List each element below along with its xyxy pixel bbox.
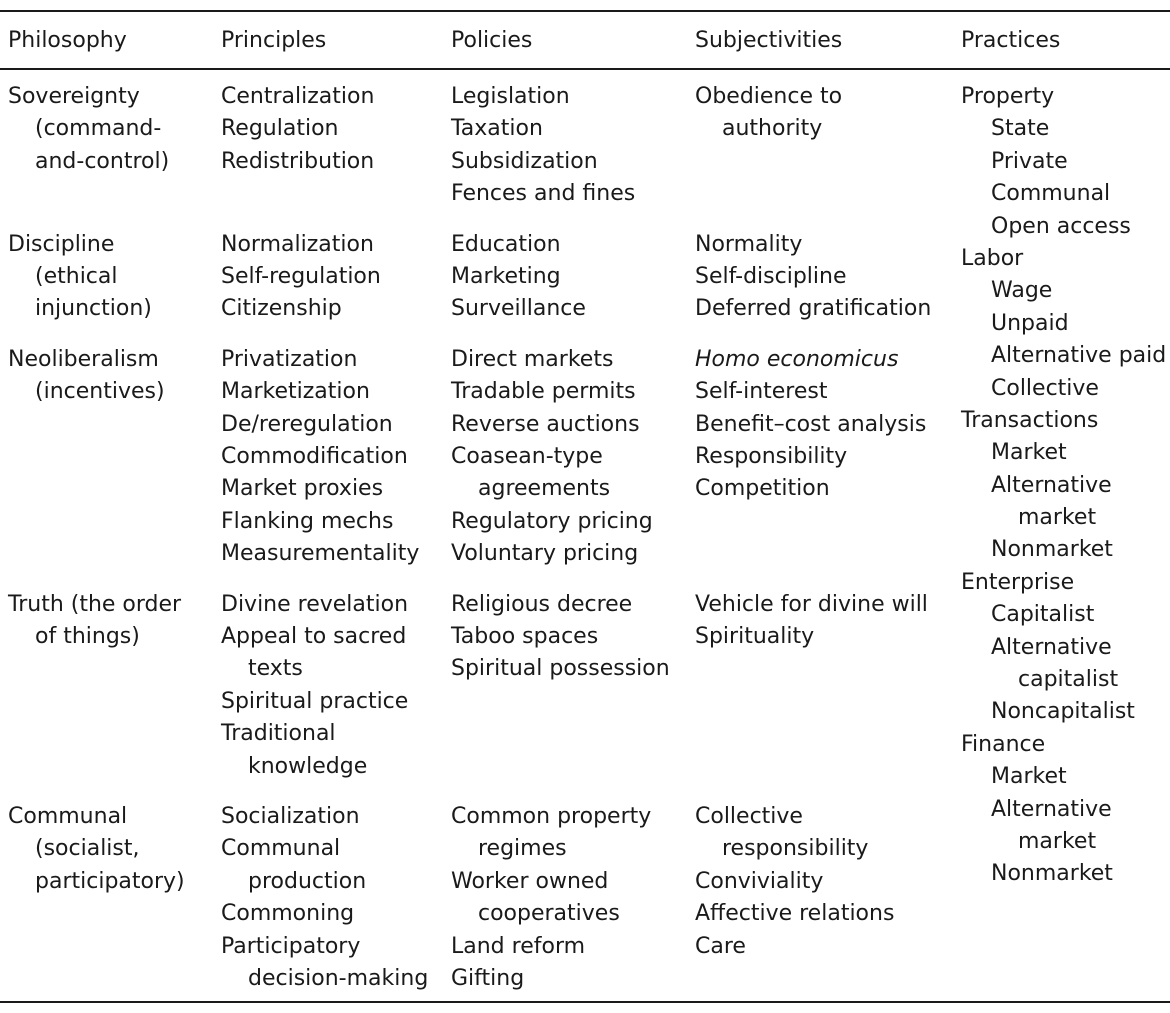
principles-item: Socialization bbox=[221, 803, 360, 829]
practice-section bbox=[961, 567, 1166, 729]
policies-item: Regulatory pricing bbox=[451, 508, 653, 534]
practice-section bbox=[961, 405, 1166, 567]
policies-cell bbox=[451, 229, 670, 326]
practice-title: Labor bbox=[961, 245, 1024, 271]
policies-item: Spiritual possession bbox=[451, 656, 670, 682]
practice-item: Collective bbox=[991, 375, 1099, 401]
principles-item: Commodification bbox=[221, 443, 408, 469]
policies-item: Direct markets bbox=[451, 346, 614, 372]
principles-cell bbox=[221, 81, 428, 211]
practice-title: Property bbox=[961, 84, 1055, 109]
principles-item: De/reregulation bbox=[221, 411, 393, 437]
philosophy-column bbox=[8, 81, 185, 995]
subjectivities-cell bbox=[695, 344, 931, 571]
policies-item: Fences and fines bbox=[451, 181, 636, 207]
practice-title: Transactions bbox=[961, 407, 1099, 433]
subjectivities-item: Affective relations bbox=[695, 901, 895, 927]
practice-section bbox=[961, 243, 1166, 405]
subjectivities-cell bbox=[695, 229, 931, 326]
policies-item: Coasean-type bbox=[451, 443, 603, 469]
subjectivities-cell bbox=[695, 801, 931, 995]
policies-cell bbox=[451, 344, 670, 571]
philosophy-line: Communal bbox=[8, 803, 128, 829]
practice-item: State bbox=[991, 116, 1050, 142]
practice-item: market bbox=[1018, 828, 1097, 854]
philosophy-line: (socialist, bbox=[35, 836, 140, 862]
policies-item: cooperatives bbox=[478, 901, 620, 927]
philosophy-line: (incentives) bbox=[35, 379, 165, 405]
practice-item: Market bbox=[991, 764, 1067, 790]
principles-item: Participatory bbox=[221, 933, 361, 959]
policies-cell bbox=[451, 81, 670, 211]
subjectivities-item: Homo economicus bbox=[695, 346, 899, 372]
subjectivities-item: Spirituality bbox=[695, 623, 815, 649]
practices-column bbox=[961, 81, 1166, 891]
practice-item: Nonmarket bbox=[991, 537, 1113, 563]
principles-item: Normalization bbox=[221, 231, 374, 257]
policies-item: Taboo spaces bbox=[451, 623, 599, 649]
practice-section bbox=[961, 81, 1166, 243]
practice-item: Unpaid bbox=[991, 310, 1069, 336]
column-header-subjectivities: Subjectivities bbox=[695, 28, 843, 53]
philosophy-line: (ethical bbox=[35, 263, 118, 289]
principles-item: Commoning bbox=[221, 901, 355, 927]
subjectivities-item: Obedience to bbox=[695, 84, 843, 109]
philosophy-line: Discipline bbox=[8, 231, 115, 257]
subjectivities-column bbox=[695, 81, 931, 995]
practice-title: Finance bbox=[961, 731, 1046, 757]
practice-item: market bbox=[1018, 505, 1097, 531]
subjectivities-item: Benefit–cost analysis bbox=[695, 411, 927, 437]
principles-item: decision-making bbox=[248, 965, 429, 991]
policies-item: Education bbox=[451, 231, 561, 257]
practice-item: Open access bbox=[991, 213, 1131, 239]
policies-item: Worker owned bbox=[451, 868, 609, 894]
principles-item: Divine revelation bbox=[221, 591, 409, 617]
subjectivities-item: Responsibility bbox=[695, 443, 848, 469]
subjectivities-item: Deferred gratification bbox=[695, 296, 932, 322]
practice-title: Enterprise bbox=[961, 569, 1075, 595]
philosophy-line: of things) bbox=[35, 623, 140, 649]
principles-item: Measurementality bbox=[221, 541, 420, 567]
principles-item: Privatization bbox=[221, 346, 358, 372]
principles-cell bbox=[221, 229, 428, 326]
column-header-policies: Policies bbox=[451, 28, 533, 53]
practice-item: Nonmarket bbox=[991, 861, 1113, 887]
principles-item: Marketization bbox=[221, 379, 370, 405]
policies-item: Taxation bbox=[451, 116, 543, 142]
policies-item: regimes bbox=[478, 836, 567, 862]
philosophy-line: and-control) bbox=[35, 148, 170, 174]
principles-item: Centralization bbox=[221, 84, 375, 109]
column-header-philosophy: Philosophy bbox=[8, 28, 127, 53]
principles-item: Regulation bbox=[221, 116, 339, 142]
subjectivities-item: Normality bbox=[695, 231, 803, 257]
subjectivities-item: Self-interest bbox=[695, 379, 828, 405]
policies-item: Gifting bbox=[451, 965, 525, 991]
practice-item: capitalist bbox=[1018, 667, 1119, 693]
principles-item: knowledge bbox=[248, 753, 368, 779]
policies-column bbox=[451, 81, 670, 995]
table-top-rule bbox=[0, 10, 1170, 12]
subjectivities-item: Care bbox=[695, 933, 746, 959]
philosophy-line: injunction) bbox=[35, 296, 152, 322]
principles-cell bbox=[221, 344, 428, 571]
philosophy-line: participatory) bbox=[35, 868, 185, 894]
subjectivities-item: Self-discipline bbox=[695, 263, 847, 289]
practice-item: Alternative bbox=[991, 634, 1112, 660]
policies-item: Legislation bbox=[451, 84, 570, 109]
philosophy-line: Sovereignty bbox=[8, 84, 140, 109]
principles-item: Spiritual practice bbox=[221, 688, 409, 714]
principles-item: Citizenship bbox=[221, 296, 342, 322]
principles-item: Market proxies bbox=[221, 476, 384, 502]
practice-item: Market bbox=[991, 440, 1067, 466]
table-bottom-rule bbox=[0, 1001, 1170, 1003]
policies-item: Common property bbox=[451, 803, 652, 829]
column-header-practices: Practices bbox=[961, 28, 1061, 53]
column-header-principles: Principles bbox=[221, 28, 327, 53]
policies-item: agreements bbox=[478, 476, 611, 502]
principles-item: Communal bbox=[221, 836, 341, 862]
practice-item: Wage bbox=[991, 278, 1053, 304]
practice-item: Communal bbox=[991, 181, 1111, 207]
subjectivities-item: authority bbox=[722, 116, 823, 142]
philosophy-line: (command- bbox=[35, 116, 162, 142]
policies-cell bbox=[451, 589, 670, 783]
principles-item: Flanking mechs bbox=[221, 508, 394, 534]
practice-item: Capitalist bbox=[991, 602, 1095, 628]
philosophy-cell bbox=[8, 81, 185, 211]
principles-item: Traditional bbox=[221, 721, 336, 747]
policies-item: Reverse auctions bbox=[451, 411, 640, 437]
practice-item: Alternative paid bbox=[991, 343, 1167, 369]
principles-column bbox=[221, 81, 428, 995]
principles-cell bbox=[221, 589, 428, 783]
philosophy-cell bbox=[8, 229, 185, 326]
practice-item: Private bbox=[991, 148, 1068, 174]
practice-item: Alternative bbox=[991, 796, 1112, 822]
philosophy-cell bbox=[8, 801, 185, 995]
principles-cell bbox=[221, 801, 428, 995]
practice-item: Alternative bbox=[991, 472, 1112, 498]
subjectivities-cell bbox=[695, 81, 931, 211]
policies-item: Tradable permits bbox=[451, 379, 636, 405]
policies-item: Land reform bbox=[451, 933, 586, 959]
philosophy-cell bbox=[8, 589, 185, 783]
philosophy-cell bbox=[8, 344, 185, 571]
subjectivities-item: Conviviality bbox=[695, 868, 824, 894]
subjectivities-item: Collective bbox=[695, 803, 803, 829]
practice-section bbox=[961, 729, 1166, 891]
principles-item: production bbox=[248, 868, 367, 894]
subjectivities-item: responsibility bbox=[722, 836, 869, 862]
policies-item: Voluntary pricing bbox=[451, 541, 639, 567]
principles-item: texts bbox=[248, 656, 303, 682]
principles-item: Self-regulation bbox=[221, 263, 381, 289]
policies-item: Marketing bbox=[451, 263, 561, 289]
philosophy-line: Truth (the order bbox=[8, 591, 182, 617]
policies-item: Subsidization bbox=[451, 148, 598, 174]
subjectivities-item: Vehicle for divine will bbox=[695, 591, 928, 617]
subjectivities-cell bbox=[695, 589, 931, 783]
policies-item: Surveillance bbox=[451, 296, 586, 322]
philosophy-line: Neoliberalism bbox=[8, 346, 159, 372]
principles-item: Appeal to sacred bbox=[221, 623, 407, 649]
subjectivities-item: Competition bbox=[695, 476, 830, 502]
header-rule bbox=[0, 68, 1170, 70]
practice-item: Noncapitalist bbox=[991, 699, 1135, 725]
principles-item: Redistribution bbox=[221, 148, 375, 174]
policies-item: Religious decree bbox=[451, 591, 633, 617]
policies-cell bbox=[451, 801, 670, 995]
